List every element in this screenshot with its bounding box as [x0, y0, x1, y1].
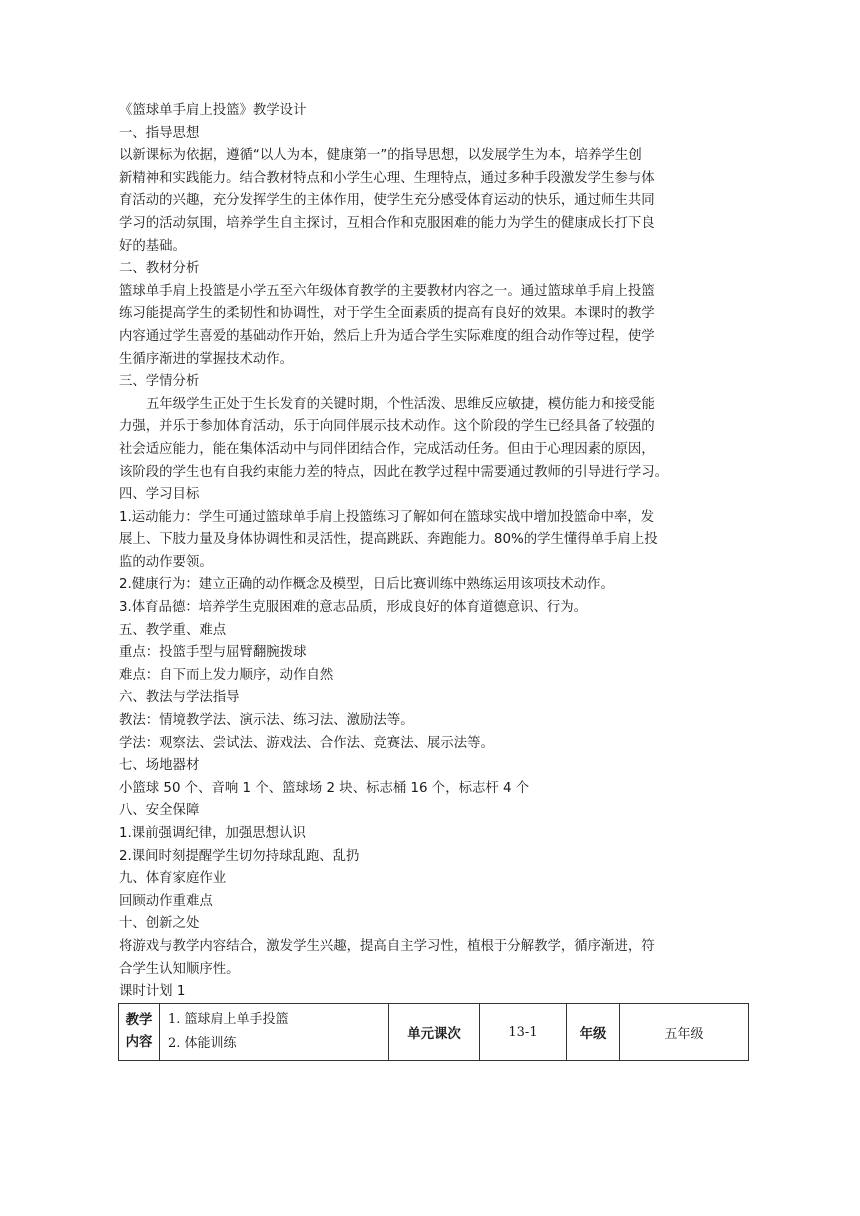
teaching-content-cell — [160, 1004, 389, 1061]
text-line: 七、场地器材 — [119, 758, 200, 774]
text-line: 十、创新之处 — [119, 916, 200, 932]
text-line: 八、安全保障 — [119, 803, 200, 819]
text-line: 3.体育品德：培养学生克服困难的意志品质，形成良好的体育道德意识、行为。 — [119, 600, 588, 616]
text-line: 1.运动能力：学生可通过篮球单手肩上投篮练习了解如何在篮球实战中增加投篮命中率，发 — [119, 509, 655, 525]
grade-value-cell: 五年级 — [620, 1004, 749, 1061]
text-line: 课时计划 1 — [119, 984, 186, 1000]
text-line: 监的动作要领。 — [119, 554, 213, 570]
text-line: 五年级学生正处于生长发育的关键时期，个性活泼、思维反应敏捷，模仿能力和接受能 — [146, 396, 655, 412]
text-line: 好的基础。 — [119, 238, 186, 254]
text-line: 2.课间时刻提醒学生切勿持球乱跑、乱扔 — [119, 848, 360, 864]
text-line: 力强，并乐于参加体育活动，乐于向同伴展示技术动作。这个阶段的学生已经具备了较强的 — [119, 419, 655, 435]
text-line: 五、教学重、难点 — [119, 622, 227, 638]
text-line: 内容通过学生喜爱的基础动作开始，然后上升为适合学生实际难度的组合动作等过程，使学 — [119, 328, 655, 344]
text-line: 六、教法与学法指导 — [119, 690, 240, 706]
text-line: 育活动的兴趣，充分发挥学生的主体作用，使学生充分感受体育运动的快乐，通过师生共同 — [119, 193, 655, 209]
text-line: 合学生认知顺序性。 — [119, 961, 240, 977]
text-line: 1.课前强调纪律，加强思想认识 — [119, 826, 306, 841]
text-line: 展上、下肢力量及身体协调性和灵活性，提高跳跃、奔跑能力。80%的学生懂得单手肩上投 — [119, 532, 658, 548]
text-line: 小篮球 50 个、音响 1 个、篮球场 2 块、标志桶 16 个，标志杆 4 个 — [119, 780, 530, 796]
text-line: 新精神和实践能力。结合教材特点和小学生心理、生理特点，通过多种手段激发学生参与体 — [119, 170, 655, 186]
text-line: 一、指导思想 — [119, 125, 200, 141]
text-line: 九、体育家庭作业 — [119, 871, 227, 887]
text-line: 学法：观察法、尝试法、游戏法、合作法、竞赛法、展示法等。 — [119, 735, 494, 751]
content-item-1: 1. 篮球肩上单手投篮 — [168, 1012, 289, 1027]
text-line: 2.健康行为：建立正确的动作概念及模型，日后比赛训练中熟练运用该项技术动作。 — [119, 577, 614, 593]
text-line: 《篮球单手肩上投篮》教学设计 — [119, 103, 307, 118]
text-line: 回顾动作重难点 — [119, 893, 213, 909]
content-item-2: 2. 体能训练 — [168, 1036, 237, 1051]
teaching-content-label-line1: 教学 — [125, 1013, 153, 1028]
lesson-plan-table — [118, 1003, 749, 1061]
table-row — [119, 1004, 749, 1061]
text-line: 以新课标为依据，遵循“以人为本，健康第一”的指导思想，以发展学生为本，培养学生创 — [119, 148, 642, 164]
text-line: 该阶段的学生也有自我约束能力差的特点，因此在教学过程中需要通过教师的引导进行学习。 — [119, 464, 669, 480]
lesson-plan-table-wrap — [118, 1003, 749, 1061]
text-line: 二、教材分析 — [119, 261, 200, 277]
text-line: 三、学情分析 — [119, 374, 200, 390]
text-line: 四、学习目标 — [119, 487, 200, 503]
text-line: 社会适应能力，能在集体活动中与同伴团结合作，完成活动任务。但由于心理因素的原因， — [119, 441, 655, 457]
text-line: 练习能提高学生的柔韧性和协调性，对于学生全面素质的提高有良好的效果。本课时的教学 — [119, 306, 655, 322]
teaching-content-label-line2: 内容 — [125, 1035, 153, 1050]
unit-lesson-label-cell: 单元课次 — [389, 1004, 480, 1061]
unit-lesson-value-cell: 13-1 — [480, 1004, 567, 1061]
document-body — [119, 100, 741, 1004]
text-line: 生循序渐进的掌握技术动作。 — [119, 351, 294, 367]
grade-label-cell: 年级 — [567, 1004, 620, 1061]
text-line: 难点：自下而上发力顺序，动作自然 — [119, 667, 334, 683]
teaching-content-label-cell — [119, 1004, 160, 1061]
text-line: 教法：情境教学法、演示法、练习法、激励法等。 — [119, 713, 414, 729]
text-line: 篮球单手肩上投篮是小学五至六年级体育教学的主要教材内容之一。通过篮球单手肩上投篮 — [119, 283, 655, 299]
text-line: 将游戏与教学内容结合，激发学生兴趣，提高自主学习性，植根于分解教学，循序渐进，符 — [119, 938, 655, 954]
text-line: 学习的活动氛围，培养学生自主探讨，互相合作和克服困难的能力为学生的健康成长打下良 — [119, 215, 655, 231]
text-line: 重点：投篮手型与屈臂翻腕拨球 — [119, 645, 307, 661]
